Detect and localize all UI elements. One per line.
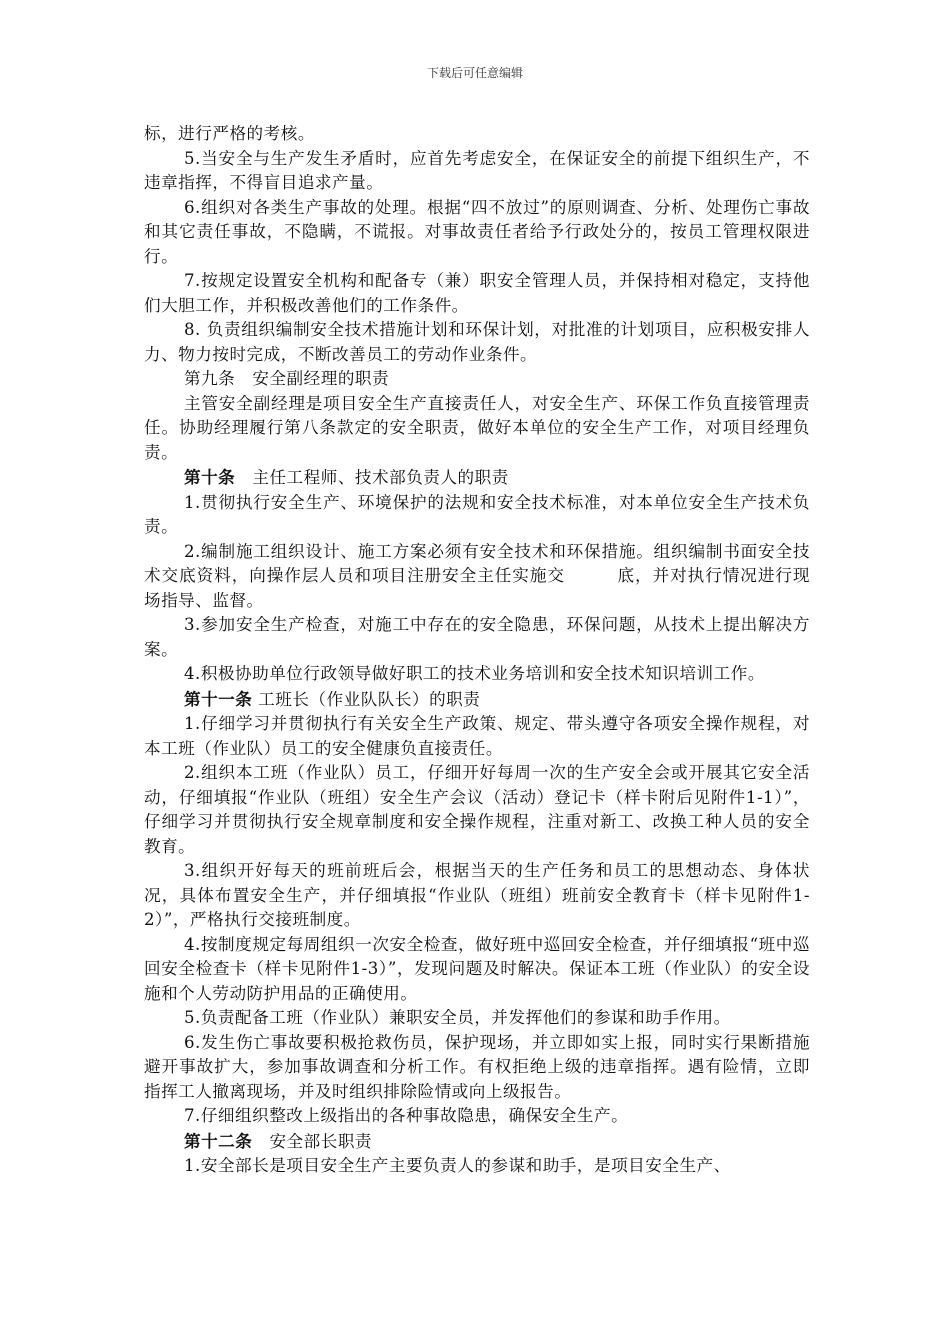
page-header: 下载后可任意编辑	[426, 66, 523, 80]
paragraph-text: 8. 负责组织编制安全技术措施计划和环保计划，对批准的计划项目，应积极安排人力、物力按时完成，不断改善员工的劳动作业条件。	[144, 320, 810, 364]
paragraph-text: 3.组织开好每天的班前班后会，根据当天的生产任务和员工的思想动态、身体状况，具体布置安全生产，并仔细填报“作业队（班组）班前安全教育卡（样卡见附件1-2）”，严格执行交接班制度。	[144, 861, 810, 929]
paragraph-text: 3.参加安全生产检查，对施工中存在的安全隐患，环保问题，从技术上提出解决方案。	[144, 615, 810, 659]
article-number: 第十一条	[184, 688, 253, 709]
paragraph-text: 6.发生伤亡事故要积极抢救伤员，保护现场，并立即如实上报，同时实行果断措施避开事故扩大，参加事故调查和分析工作。有权拒绝上级的违章指挥。遇有险情，立即指挥工人撤离现场，并及时组织排除险情或向上级报告。	[144, 1032, 810, 1101]
paragraph	[144, 933, 810, 1007]
article-heading	[144, 465, 810, 491]
article-heading	[144, 367, 810, 392]
paragraph-text: 2.编制施工组织设计、施工方案必须有安全技术和环保措施。组织编制书面安全技术交底资料，向操作层人员和项目注册安全主任实施交 底，并对执行情况进行现场指导、监督。	[144, 541, 810, 610]
paragraph	[144, 613, 810, 662]
paragraph-text: 7.按规定设置安全机构和配备专（兼）职安全管理人员，并保持相对稳定，支持他们大胆工作，并积极改善他们的工作条件。	[144, 271, 810, 315]
paragraph-text: 1.仔细学习并贯彻执行有关安全生产政策、规定、带头遵守各项安全操作规程，对本工班（作业队）员工的安全健康负直接责任。	[144, 714, 810, 758]
paragraph	[144, 540, 810, 614]
paragraph	[144, 491, 810, 540]
article-number: 第十条	[184, 467, 236, 487]
article-heading	[144, 687, 810, 713]
paragraph	[144, 122, 810, 147]
paragraph-text: 安全副经理的职责	[235, 369, 390, 388]
paragraph	[144, 196, 810, 270]
paragraph-text: 工班长（作业队队长）的职责	[252, 689, 481, 709]
paragraph-text: 5.当安全与生产发生矛盾时，应首先考虑安全，在保证安全的前提下组织生产，不违章指挥，不得盲目追求产量。	[144, 148, 810, 192]
paragraph-text: 6.组织对各类生产事故的处理。根据“四不放过”的原则调查、分析、处理伤亡事故和其它责任事故，不隐瞒，不谎报。对事故责任者给予行政处分的，按员工管理权限进行。	[144, 197, 810, 266]
article-heading	[144, 1129, 810, 1155]
paragraph-text: 5.负责配备工班（作业队）兼职安全员，并发挥他们的参谋和助手作用。	[184, 1008, 731, 1027]
paragraph	[144, 761, 810, 859]
paragraph-text: 4.按制度规定每周组织一次安全检查，做好班中巡回安全检查，并仔细填报“班中巡回安全检查卡（样卡见附件1-3）”，发现问题及时解决。保证本工班（作业队）的安全设施和个人劳动防护用品的正确使用。	[144, 934, 810, 1003]
document-body	[144, 122, 810, 1179]
paragraph	[144, 662, 810, 687]
paragraph-text: 安全部长职责	[252, 1131, 373, 1151]
paragraph	[144, 1006, 810, 1031]
paragraph	[144, 859, 810, 933]
paragraph-text: 2.组织本工班（作业队）员工，仔细开好每周一次的生产安全会或开展其它安全活动，仔细填报“作业队（班组）安全生产会议（活动）登记卡（样卡附后见附件1-1）”，仔细学习并贯彻执行安全规章制度和安全操作规程，注重对新工、改换工种人员的安全教育。	[144, 763, 810, 856]
paragraph	[144, 269, 810, 318]
paragraph-text: 4.积极协助单位行政领导做好职工的技术业务培训和安全技术知识培训工作。	[184, 664, 765, 683]
paragraph-text: 7.仔细组织整改上级指出的各种事故隐患，确保安全生产。	[184, 1106, 629, 1125]
paragraph	[144, 1104, 810, 1129]
paragraph-text: 主管安全副经理是项目安全生产直接责任人，对安全生产、环保工作负直接管理责任。协助经理履行第八条款定的安全职责，做好本单位的安全生产工作，对项目经理负责。	[144, 393, 810, 462]
paragraph-text: 标，进行严格的考核。	[144, 124, 315, 143]
paragraph	[144, 318, 810, 367]
paragraph	[144, 392, 810, 466]
paragraph	[144, 712, 810, 761]
paragraph-text: 1.贯彻执行安全生产、环境保护的法规和安全技术标准，对本单位安全生产技术负责。	[144, 492, 810, 536]
paragraph-text: 1.安全部长是项目安全生产主要负责人的参谋和助手，是项目安全生产、	[184, 1156, 731, 1175]
paragraph-text: 主任工程师、技术部负责人的职责	[235, 468, 509, 487]
paragraph	[144, 1154, 810, 1179]
article-number: 第九条	[184, 369, 236, 388]
paragraph	[144, 147, 810, 196]
article-number: 第十二条	[184, 1130, 253, 1151]
paragraph	[144, 1031, 810, 1105]
